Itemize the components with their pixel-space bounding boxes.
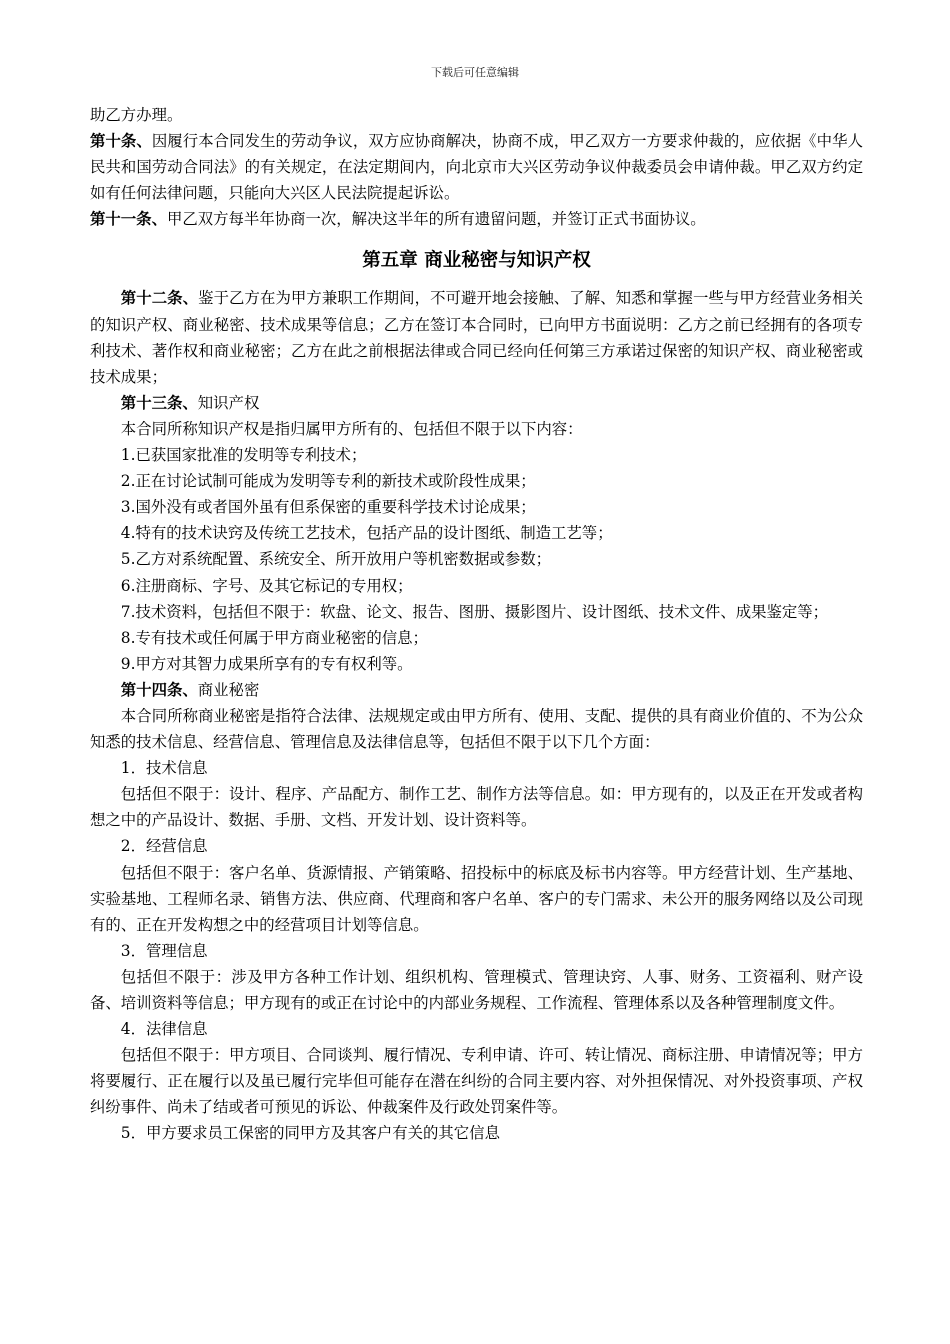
paragraph-continued: 助乙方办理。	[90, 106, 183, 124]
article-11-label: 第十一条、	[90, 210, 167, 229]
ip-list-item: 4.特有的技术诀窍及传统工艺技术，包括产品的设计图纸、制造工艺等；	[120, 524, 613, 543]
article-14-label: 第十四条、	[120, 680, 198, 699]
article-13-intro: 本合同所称知识产权是指归属甲方所有的、包括但不限于以下内容：	[120, 419, 583, 438]
section-title-technical: 1．技术信息	[120, 759, 208, 778]
article-10	[90, 128, 863, 206]
document-body	[90, 102, 863, 1147]
article-13-label: 第十三条、	[120, 393, 198, 412]
article-10-text: 因履行本合同发生的劳动争议，双方应协商解决，协商不成，甲乙双方一方要求仲裁的，应依据《中华人民共和国劳动合同法》的有关规定，在法定期间内，向北京市大兴区劳动争议仲裁委员会申请仲裁。甲乙双方约定如有任何法律问题，只能向大兴区人民法院提起诉讼。	[90, 132, 863, 203]
article-10-label: 第十条、	[90, 132, 152, 151]
section-title-management: 3．管理信息	[120, 941, 208, 960]
article-13-heading	[90, 390, 863, 416]
ip-list-item: 3.国外没有或者国外虽有但系保密的重要科学技术讨论成果；	[120, 498, 536, 517]
ip-list-item: 6.注册商标、字号、及其它标记的专用权；	[120, 576, 413, 595]
article-11	[90, 206, 863, 232]
article-12	[90, 285, 863, 389]
ip-list-item: 1.已获国家批准的发明等专利技术；	[120, 446, 367, 465]
article-14-heading	[90, 677, 863, 703]
section-title-other: 5．甲方要求员工保密的同甲方及其客户有关的其它信息	[120, 1124, 500, 1143]
section-text-management: 包括但不限于：涉及甲方各种工作计划、组织机构、管理模式、管理诀窍、人事、财务、工资福利、财产设备、培训资料等信息；甲方现有的或正在讨论中的内部业务规程、工作流程、管理体系以及各种管理制度文件。	[90, 967, 863, 1012]
chapter-heading: 第五章 商业秘密与知识产权	[362, 250, 591, 272]
ip-list-item: 9.甲方对其智力成果所享有的专有权利等。	[120, 654, 413, 673]
article-14-intro: 本合同所称商业秘密是指符合法律、法规规定或由甲方所有、使用、支配、提供的具有商业价值的、不为公众知悉的技术信息、经营信息、管理信息及法律信息等，包括但不限于以下几个方面：	[90, 706, 863, 752]
section-text-technical: 包括但不限于：设计、程序、产品配方、制作工艺、制作方法等信息。如：甲方现有的，以及正在开发或者构想之中的产品设计、数据、手册、文档、开发计划、设计资料等。	[90, 785, 863, 830]
page-header: 下载后可任意编辑	[431, 66, 519, 79]
section-title-business: 2．经营信息	[120, 837, 208, 856]
article-11-text: 甲乙双方每半年协商一次，解决这半年的所有遗留问题，并签订正式书面协议。	[166, 210, 706, 229]
ip-list-item: 7.技术资料，包括但不限于：软盘、论文、报告、图册、摄影图片、设计图纸、技术文件、成果鉴定等；	[120, 602, 829, 621]
ip-list-item: 5.乙方对系统配置、系统安全、所开放用户等机密数据或参数；	[120, 550, 552, 569]
section-text-legal: 包括但不限于：甲方项目、合同谈判、履行情况、专利申请、许可、转让情况、商标注册、申请情况等；甲方将要履行、正在履行以及虽已履行完毕但可能存在潜在纠纷的合同主要内容、对外担保情况、对外投资事项、产权纠纷事件、尚未了结或者可预见的诉讼、仲裁案件及行政处罚案件等。	[90, 1046, 863, 1117]
article-13-title: 知识产权	[197, 393, 260, 412]
section-title-legal: 4．法律信息	[120, 1020, 208, 1039]
article-12-label: 第十二条、	[120, 289, 199, 308]
ip-list-item: 2.正在讨论试制可能成为发明等专利的新技术或阶段性成果；	[120, 472, 536, 491]
article-12-text: 鉴于乙方在为甲方兼职工作期间，不可避开地会接触、了解、知悉和掌握一些与甲方经营业务相关的知识产权、商业秘密、技术成果等信息；乙方在签订本合同时，已向甲方书面说明：乙方之前已经拥有的各项专利技术、著作权和商业秘密；乙方在此之前根据法律或合同已经向任何第三方承诺过保密的知识产权、商业秘密或技术成果；	[90, 289, 863, 386]
article-14-title: 商业秘密	[197, 680, 260, 699]
section-text-business: 包括但不限于：客户名单、货源情报、产销策略、招投标中的标底及标书内容等。甲方经营计划、生产基地、实验基地、工程师名录、销售方法、供应商、代理商和客户名单、客户的专门需求、未公开的服务网络以及公司现有的、正在开发构想之中的经营项目计划等信息。	[90, 863, 863, 934]
ip-list-item: 8.专有技术或任何属于甲方商业秘密的信息；	[120, 628, 428, 647]
